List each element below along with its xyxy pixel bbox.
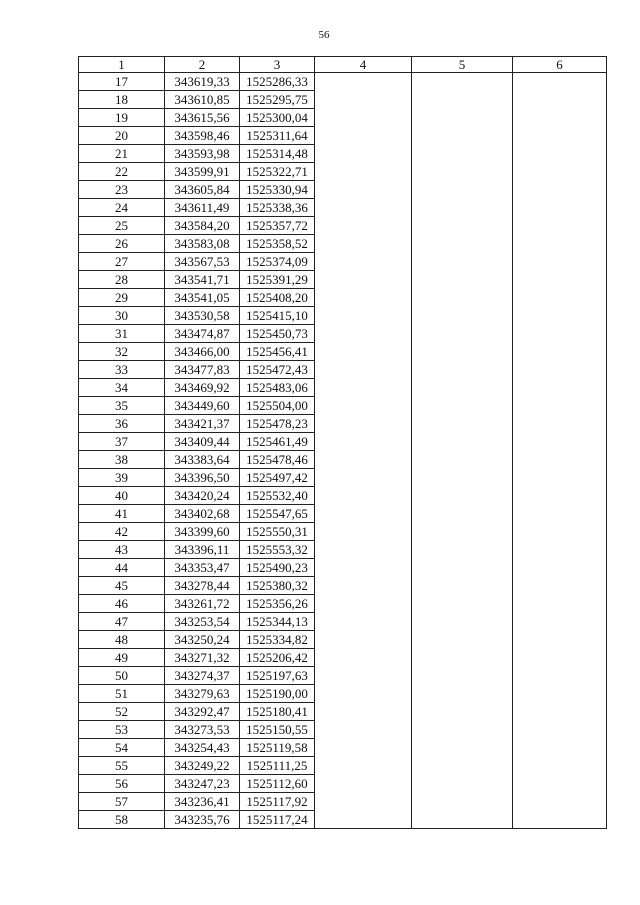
y-coordinate-cell: 1525119,58 (240, 739, 315, 757)
x-coordinate-cell: 343396,11 (165, 541, 240, 559)
point-number-cell: 49 (79, 649, 165, 667)
y-coordinate-cell: 1525547,65 (240, 505, 315, 523)
x-coordinate-cell: 343469,92 (165, 379, 240, 397)
point-number-cell: 57 (79, 793, 165, 811)
y-coordinate-cell: 1525197,63 (240, 667, 315, 685)
y-coordinate-cell: 1525483,06 (240, 379, 315, 397)
y-coordinate-cell: 1525408,20 (240, 289, 315, 307)
point-number-cell: 24 (79, 199, 165, 217)
table-row (79, 73, 607, 91)
y-coordinate-cell: 1525532,40 (240, 487, 315, 505)
x-coordinate-cell: 343236,41 (165, 793, 240, 811)
point-number-cell: 23 (79, 181, 165, 199)
x-coordinate-cell: 343273,53 (165, 721, 240, 739)
point-number-cell: 53 (79, 721, 165, 739)
y-coordinate-cell: 1525380,32 (240, 577, 315, 595)
point-number-cell: 33 (79, 361, 165, 379)
x-coordinate-cell: 343584,20 (165, 217, 240, 235)
x-coordinate-cell: 343399,60 (165, 523, 240, 541)
x-coordinate-cell: 343271,32 (165, 649, 240, 667)
page-number-text: 56 (318, 29, 330, 41)
point-number-cell: 55 (79, 757, 165, 775)
x-coordinate-cell: 343619,33 (165, 73, 240, 91)
point-number-cell: 28 (79, 271, 165, 289)
x-coordinate-cell: 343254,43 (165, 739, 240, 757)
point-number-cell: 43 (79, 541, 165, 559)
y-coordinate-cell: 1525322,71 (240, 163, 315, 181)
x-coordinate-cell: 343449,60 (165, 397, 240, 415)
x-coordinate-cell: 343353,47 (165, 559, 240, 577)
y-coordinate-cell: 1525295,75 (240, 91, 315, 109)
point-number-cell: 42 (79, 523, 165, 541)
point-number-cell: 46 (79, 595, 165, 613)
x-coordinate-cell: 343402,68 (165, 505, 240, 523)
x-coordinate-cell: 343530,58 (165, 307, 240, 325)
header-cell-6: 6 (513, 57, 607, 73)
x-coordinate-cell: 343247,23 (165, 775, 240, 793)
y-coordinate-cell: 1525117,24 (240, 811, 315, 829)
y-coordinate-cell: 1525286,33 (240, 73, 315, 91)
point-number-cell: 40 (79, 487, 165, 505)
table-body (79, 73, 607, 829)
header-cell-3: 3 (240, 57, 315, 73)
column-5-cell (412, 73, 513, 829)
y-coordinate-cell: 1525180,41 (240, 703, 315, 721)
point-number-cell: 39 (79, 469, 165, 487)
x-coordinate-cell: 343235,76 (165, 811, 240, 829)
point-number-cell: 52 (79, 703, 165, 721)
x-coordinate-cell: 343279,63 (165, 685, 240, 703)
y-coordinate-cell: 1525461,49 (240, 433, 315, 451)
y-coordinate-cell: 1525415,10 (240, 307, 315, 325)
y-coordinate-cell: 1525190,00 (240, 685, 315, 703)
y-coordinate-cell: 1525334,82 (240, 631, 315, 649)
x-coordinate-cell: 343274,37 (165, 667, 240, 685)
point-number-cell: 38 (79, 451, 165, 469)
point-number-cell: 34 (79, 379, 165, 397)
point-number-cell: 25 (79, 217, 165, 235)
y-coordinate-cell: 1525497,42 (240, 469, 315, 487)
column-6-cell (513, 73, 607, 829)
y-coordinate-cell: 1525150,55 (240, 721, 315, 739)
y-coordinate-cell: 1525338,36 (240, 199, 315, 217)
x-coordinate-cell: 343611,49 (165, 199, 240, 217)
point-number-cell: 22 (79, 163, 165, 181)
x-coordinate-cell: 343261,72 (165, 595, 240, 613)
x-coordinate-cell: 343466,00 (165, 343, 240, 361)
header-cell-4: 4 (315, 57, 412, 73)
point-number-cell: 50 (79, 667, 165, 685)
x-coordinate-cell: 343253,54 (165, 613, 240, 631)
x-coordinate-cell: 343610,85 (165, 91, 240, 109)
point-number-cell: 19 (79, 109, 165, 127)
y-coordinate-cell: 1525391,29 (240, 271, 315, 289)
point-number-cell: 18 (79, 91, 165, 109)
header-row (79, 57, 607, 73)
y-coordinate-cell: 1525550,31 (240, 523, 315, 541)
y-coordinate-cell: 1525478,46 (240, 451, 315, 469)
x-coordinate-cell: 343598,46 (165, 127, 240, 145)
x-coordinate-cell: 343383,64 (165, 451, 240, 469)
x-coordinate-cell: 343249,22 (165, 757, 240, 775)
x-coordinate-cell: 343421,37 (165, 415, 240, 433)
x-coordinate-cell: 343477,83 (165, 361, 240, 379)
y-coordinate-cell: 1525490,23 (240, 559, 315, 577)
y-coordinate-cell: 1525504,00 (240, 397, 315, 415)
y-coordinate-cell: 1525206,42 (240, 649, 315, 667)
point-number-cell: 26 (79, 235, 165, 253)
point-number-cell: 31 (79, 325, 165, 343)
point-number-cell: 30 (79, 307, 165, 325)
y-coordinate-cell: 1525117,92 (240, 793, 315, 811)
y-coordinate-cell: 1525300,04 (240, 109, 315, 127)
x-coordinate-cell: 343250,24 (165, 631, 240, 649)
y-coordinate-cell: 1525478,23 (240, 415, 315, 433)
x-coordinate-cell: 343409,44 (165, 433, 240, 451)
x-coordinate-cell: 343420,24 (165, 487, 240, 505)
point-number-cell: 21 (79, 145, 165, 163)
x-coordinate-cell: 343583,08 (165, 235, 240, 253)
y-coordinate-cell: 1525314,48 (240, 145, 315, 163)
point-number-cell: 27 (79, 253, 165, 271)
x-coordinate-cell: 343605,84 (165, 181, 240, 199)
y-coordinate-cell: 1525358,52 (240, 235, 315, 253)
point-number-cell: 51 (79, 685, 165, 703)
point-number-cell: 47 (79, 613, 165, 631)
x-coordinate-cell: 343541,71 (165, 271, 240, 289)
point-number-cell: 17 (79, 73, 165, 91)
y-coordinate-cell: 1525344,13 (240, 613, 315, 631)
column-4-cell (315, 73, 412, 829)
point-number-cell: 35 (79, 397, 165, 415)
point-number-cell: 41 (79, 505, 165, 523)
point-number-cell: 56 (79, 775, 165, 793)
header-cell-1: 1 (79, 57, 165, 73)
y-coordinate-cell: 1525553,32 (240, 541, 315, 559)
table-header (79, 57, 607, 73)
x-coordinate-cell: 343292,47 (165, 703, 240, 721)
x-coordinate-cell: 343567,53 (165, 253, 240, 271)
coordinates-table (78, 56, 607, 829)
y-coordinate-cell: 1525450,73 (240, 325, 315, 343)
y-coordinate-cell: 1525357,72 (240, 217, 315, 235)
point-number-cell: 32 (79, 343, 165, 361)
x-coordinate-cell: 343396,50 (165, 469, 240, 487)
x-coordinate-cell: 343278,44 (165, 577, 240, 595)
point-number-cell: 45 (79, 577, 165, 595)
x-coordinate-cell: 343541,05 (165, 289, 240, 307)
y-coordinate-cell: 1525330,94 (240, 181, 315, 199)
header-cell-5: 5 (412, 57, 513, 73)
point-number-cell: 29 (79, 289, 165, 307)
point-number-cell: 20 (79, 127, 165, 145)
y-coordinate-cell: 1525111,25 (240, 757, 315, 775)
x-coordinate-cell: 343599,91 (165, 163, 240, 181)
x-coordinate-cell: 343593,98 (165, 145, 240, 163)
x-coordinate-cell: 343474,87 (165, 325, 240, 343)
y-coordinate-cell: 1525374,09 (240, 253, 315, 271)
y-coordinate-cell: 1525456,41 (240, 343, 315, 361)
y-coordinate-cell: 1525472,43 (240, 361, 315, 379)
point-number-cell: 44 (79, 559, 165, 577)
y-coordinate-cell: 1525112,60 (240, 775, 315, 793)
x-coordinate-cell: 343615,56 (165, 109, 240, 127)
point-number-cell: 48 (79, 631, 165, 649)
point-number-cell: 54 (79, 739, 165, 757)
page-number (0, 29, 640, 41)
point-number-cell: 37 (79, 433, 165, 451)
y-coordinate-cell: 1525311,64 (240, 127, 315, 145)
point-number-cell: 58 (79, 811, 165, 829)
header-cell-2: 2 (165, 57, 240, 73)
point-number-cell: 36 (79, 415, 165, 433)
y-coordinate-cell: 1525356,26 (240, 595, 315, 613)
